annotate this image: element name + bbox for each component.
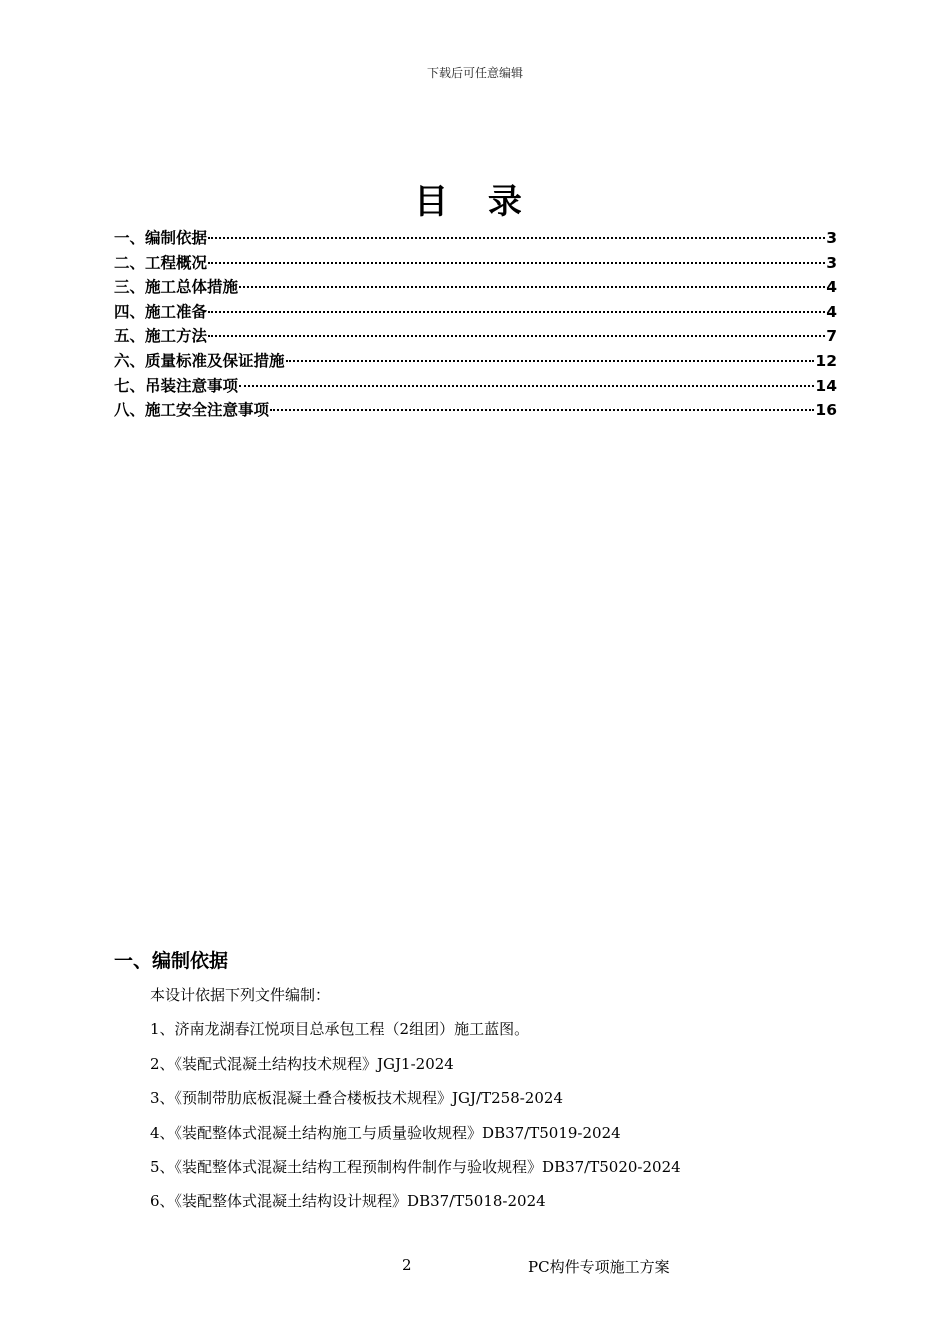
toc-entry-page: 4	[826, 278, 837, 297]
toc-entry[interactable]	[114, 275, 837, 300]
toc-leader-dots	[239, 286, 825, 288]
toc-entry-page: 12	[815, 351, 837, 370]
toc-entry-label: 六、质量标准及保证措施	[114, 351, 285, 370]
toc-entry-label: 八、施工安全注意事项	[114, 401, 270, 420]
footer-doc-title: PC构件专项施工方案	[528, 1258, 670, 1276]
toc-entry[interactable]	[114, 251, 837, 276]
toc-entry-label: 七、吊装注意事项	[114, 376, 239, 395]
toc-entry[interactable]	[114, 324, 837, 349]
toc-title: 目 录	[414, 182, 536, 222]
toc-leader-dots	[208, 262, 825, 264]
table-of-contents	[114, 226, 837, 423]
header-note: 下载后可任意编辑	[426, 66, 523, 80]
toc-leader-dots	[208, 311, 825, 313]
toc-leader-dots	[239, 385, 814, 387]
toc-entry-label: 四、施工准备	[114, 302, 208, 321]
reference-item: 3、《预制带肋底板混凝土叠合楼板技术规程》JGJ/T258-2024	[150, 1089, 563, 1108]
toc-entry[interactable]	[114, 374, 837, 399]
section-heading: 一、编制依据	[114, 950, 229, 972]
reference-item: 1、济南龙湖春江悦项目总承包工程（2组团）施工蓝图。	[150, 1020, 530, 1039]
toc-entry[interactable]	[114, 398, 837, 423]
section-body	[150, 984, 850, 1225]
toc-leader-dots	[286, 360, 815, 362]
toc-leader-dots	[208, 237, 825, 239]
toc-entry-label: 五、施工方法	[114, 327, 208, 346]
toc-entry-page: 3	[826, 253, 837, 272]
toc-leader-dots	[208, 335, 825, 337]
page-footer	[0, 1256, 950, 1276]
toc-leader-dots	[270, 409, 814, 411]
body-paragraph: 本设计依据下列文件编制：	[150, 986, 331, 1004]
footer-page-number: 2	[402, 1256, 412, 1274]
reference-item: 5、《装配整体式混凝土结构工程预制构件制作与验收规程》DB37/T5020-2024	[150, 1157, 681, 1176]
toc-entry[interactable]	[114, 300, 837, 325]
reference-item: 2、《装配式混凝土结构技术规程》JGJ1-2024	[150, 1054, 454, 1073]
toc-entry-page: 7	[826, 327, 837, 346]
toc-entry-page: 4	[826, 302, 837, 321]
toc-entry-page: 3	[826, 229, 837, 247]
reference-item: 6、《装配整体式混凝土结构设计规程》DB37/T5018-2024	[150, 1192, 546, 1211]
toc-entry-label: 二、工程概况	[114, 253, 208, 272]
toc-entry-page: 14	[815, 376, 837, 395]
toc-entry-label: 三、施工总体措施	[114, 278, 239, 297]
toc-entry[interactable]	[114, 226, 837, 251]
toc-entry-page: 16	[815, 401, 837, 420]
toc-entry[interactable]	[114, 349, 837, 374]
reference-item: 4、《装配整体式混凝土结构施工与质量验收规程》DB37/T5019-2024	[150, 1123, 621, 1142]
toc-entry-label: 一、编制依据	[114, 229, 208, 247]
